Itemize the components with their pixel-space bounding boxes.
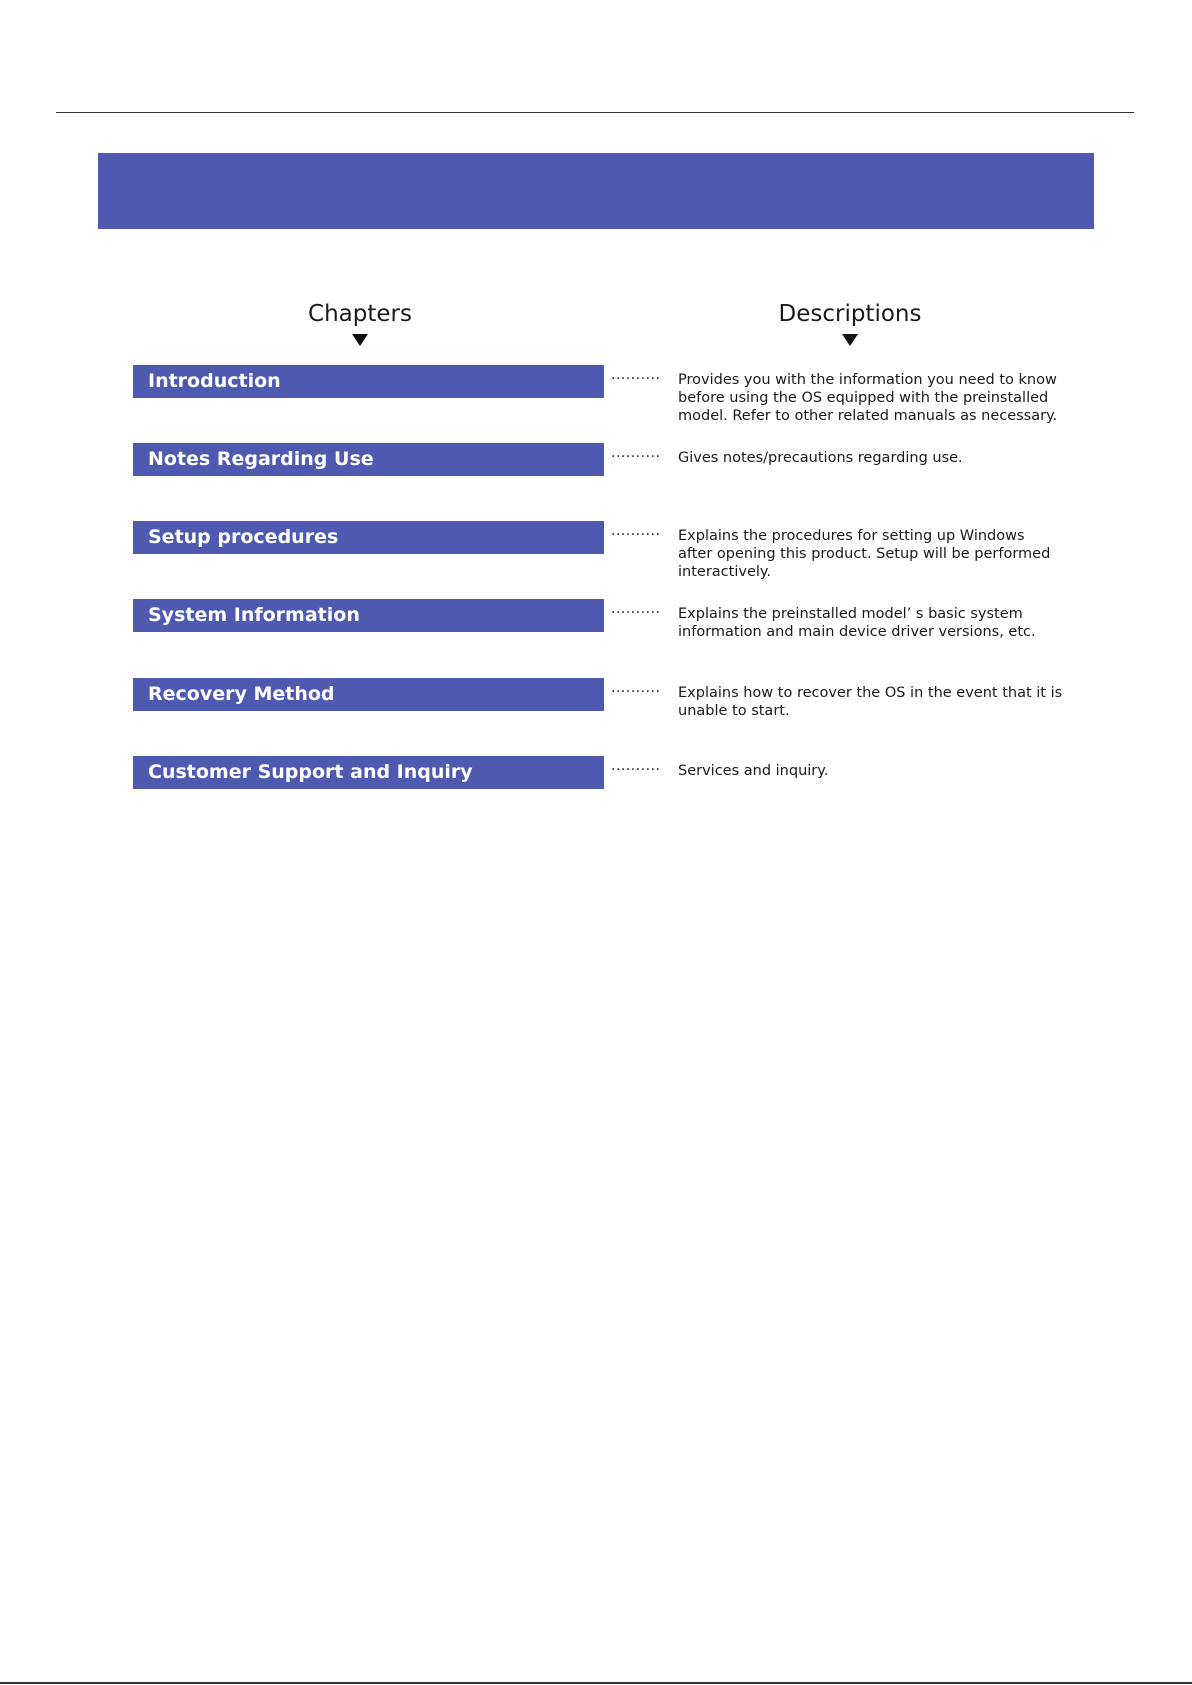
chapter-description: Provides you with the information you need to know before using the OS equipped with the preinstalled model. Refer to other related manuals as necessary. bbox=[678, 372, 1058, 424]
dotted-leader: ·········· bbox=[611, 527, 661, 543]
chapter-description: Explains the preinstalled model’ s basic system information and main device driver versions, etc. bbox=[678, 606, 1036, 640]
chapter-description: Explains the procedures for setting up Windows after opening this product. Setup will be performed interactively. bbox=[678, 528, 1051, 580]
chapter-row-introduction bbox=[133, 365, 1133, 425]
chapter-row-recovery-method bbox=[133, 678, 1133, 738]
dotted-leader: ·········· bbox=[611, 762, 661, 778]
chapter-row-system-information bbox=[133, 599, 1133, 659]
chapters-down-arrow-icon bbox=[352, 334, 368, 346]
bottom-rule bbox=[0, 1682, 1192, 1684]
chapter-row-customer-support bbox=[133, 756, 1133, 816]
dotted-leader: ·········· bbox=[611, 605, 661, 621]
dotted-leader: ·········· bbox=[611, 684, 661, 700]
chapter-bar: Notes Regarding Use bbox=[133, 443, 604, 476]
chapter-description: Explains how to recover the OS in the event that it is unable to start. bbox=[678, 685, 1063, 719]
chapter-bar: Introduction bbox=[133, 365, 604, 398]
descriptions-column-heading: Descriptions bbox=[778, 301, 922, 327]
chapter-bar: Recovery Method bbox=[133, 678, 604, 711]
chapter-row-notes-regarding-use bbox=[133, 443, 1133, 503]
header-banner bbox=[98, 153, 1094, 229]
dotted-leader: ·········· bbox=[611, 449, 661, 465]
chapter-description: Gives notes/precautions regarding use. bbox=[678, 450, 963, 466]
chapter-bar: Setup procedures bbox=[133, 521, 604, 554]
chapter-bar: Customer Support and Inquiry bbox=[133, 756, 604, 789]
chapter-description: Services and inquiry. bbox=[678, 763, 829, 779]
dotted-leader: ·········· bbox=[611, 371, 661, 387]
chapter-row-setup-procedures bbox=[133, 521, 1133, 581]
chapter-bar: System Information bbox=[133, 599, 604, 632]
top-rule bbox=[56, 112, 1134, 113]
descriptions-down-arrow-icon bbox=[842, 334, 858, 346]
chapters-column-heading: Chapters bbox=[308, 301, 412, 327]
